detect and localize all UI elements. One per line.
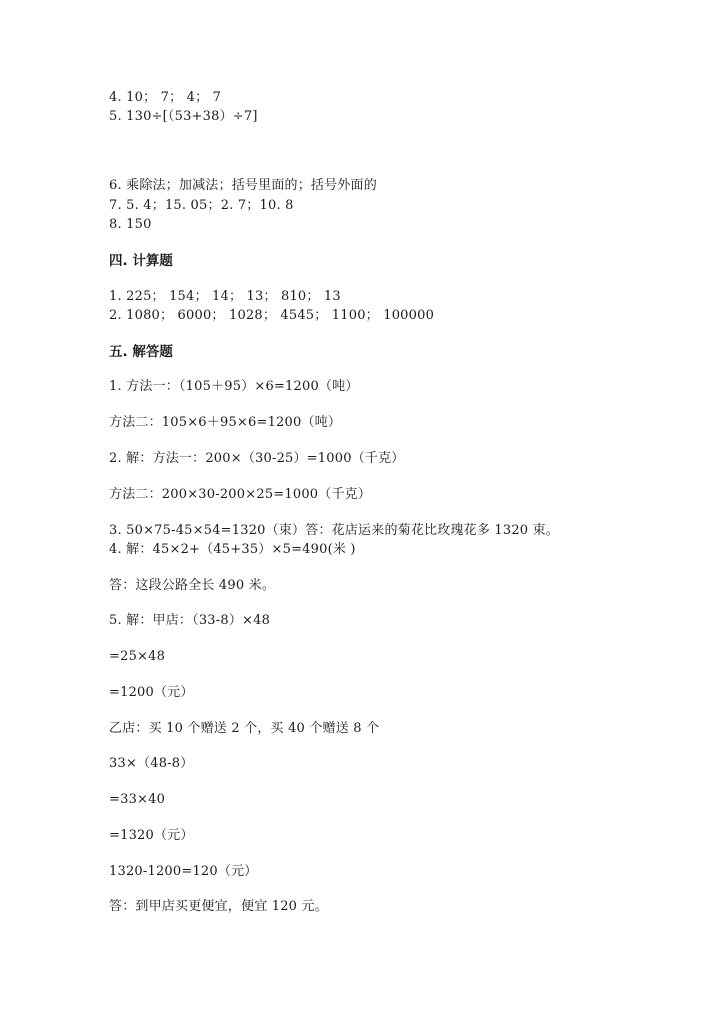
answer-6: 6. 乘除法；加减法；括号里面的；括号外面的 [109,178,377,193]
solution-3: 3. 50×75-45×54=1320（束）答：花店运来的菊花比玫瑰花多 1320 束。 [109,523,560,538]
solution-4-answer: 答：这段公路全长 490 米。 [109,578,276,593]
solution-2-method-1: 2. 解：方法一：200×（30-25）=1000（千克） [109,451,405,466]
calc-answer-1: 1. 225； 154； 14； 13； 810； 13 [109,289,341,304]
section-heading-solutions: 五. 解答题 [109,344,173,360]
solution-5-step-5: =1320（元） [109,828,194,843]
solution-5-answer: 答：到甲店买更便宜，便宜 120 元。 [109,899,328,914]
solution-5-step-1: =25×48 [109,649,166,664]
solution-5-store-a: 5. 解：甲店：（33-8）×48 [109,613,271,628]
solution-5-difference: 1320-1200=120（元） [109,864,258,879]
solution-4: 4. 解：45×2+（45+35）×5=490(米 ) [109,542,356,557]
answer-4: 4. 10； 7； 4； 7 [109,90,222,105]
calc-answer-2: 2. 1080； 6000； 1028； 4545； 1100； 100000 [109,308,435,323]
solution-1-method-1: 1. 方法一：（105＋95）×6=1200（吨） [109,379,359,394]
solution-5-step-4: =33×40 [109,792,166,807]
answer-5: 5. 130÷[（53+38）÷7] [109,109,258,124]
solution-5-step-3: 33×（48-8） [109,756,194,771]
answer-7: 7. 5. 4；15. 05；2. 7；10. 8 [109,198,294,213]
solution-5-step-2: =1200（元） [109,685,194,700]
solution-2-method-2: 方法二：200×30-200×25=1000（千克） [109,487,372,502]
section-heading-calculation: 四. 计算题 [109,253,173,269]
answer-8: 8. 150 [109,217,152,232]
solution-1-method-2: 方法二：105×6＋95×6=1200（吨） [109,415,342,430]
solution-5-store-b: 乙店：买 10 个赠送 2 个，买 40 个赠送 8 个 [109,721,380,736]
